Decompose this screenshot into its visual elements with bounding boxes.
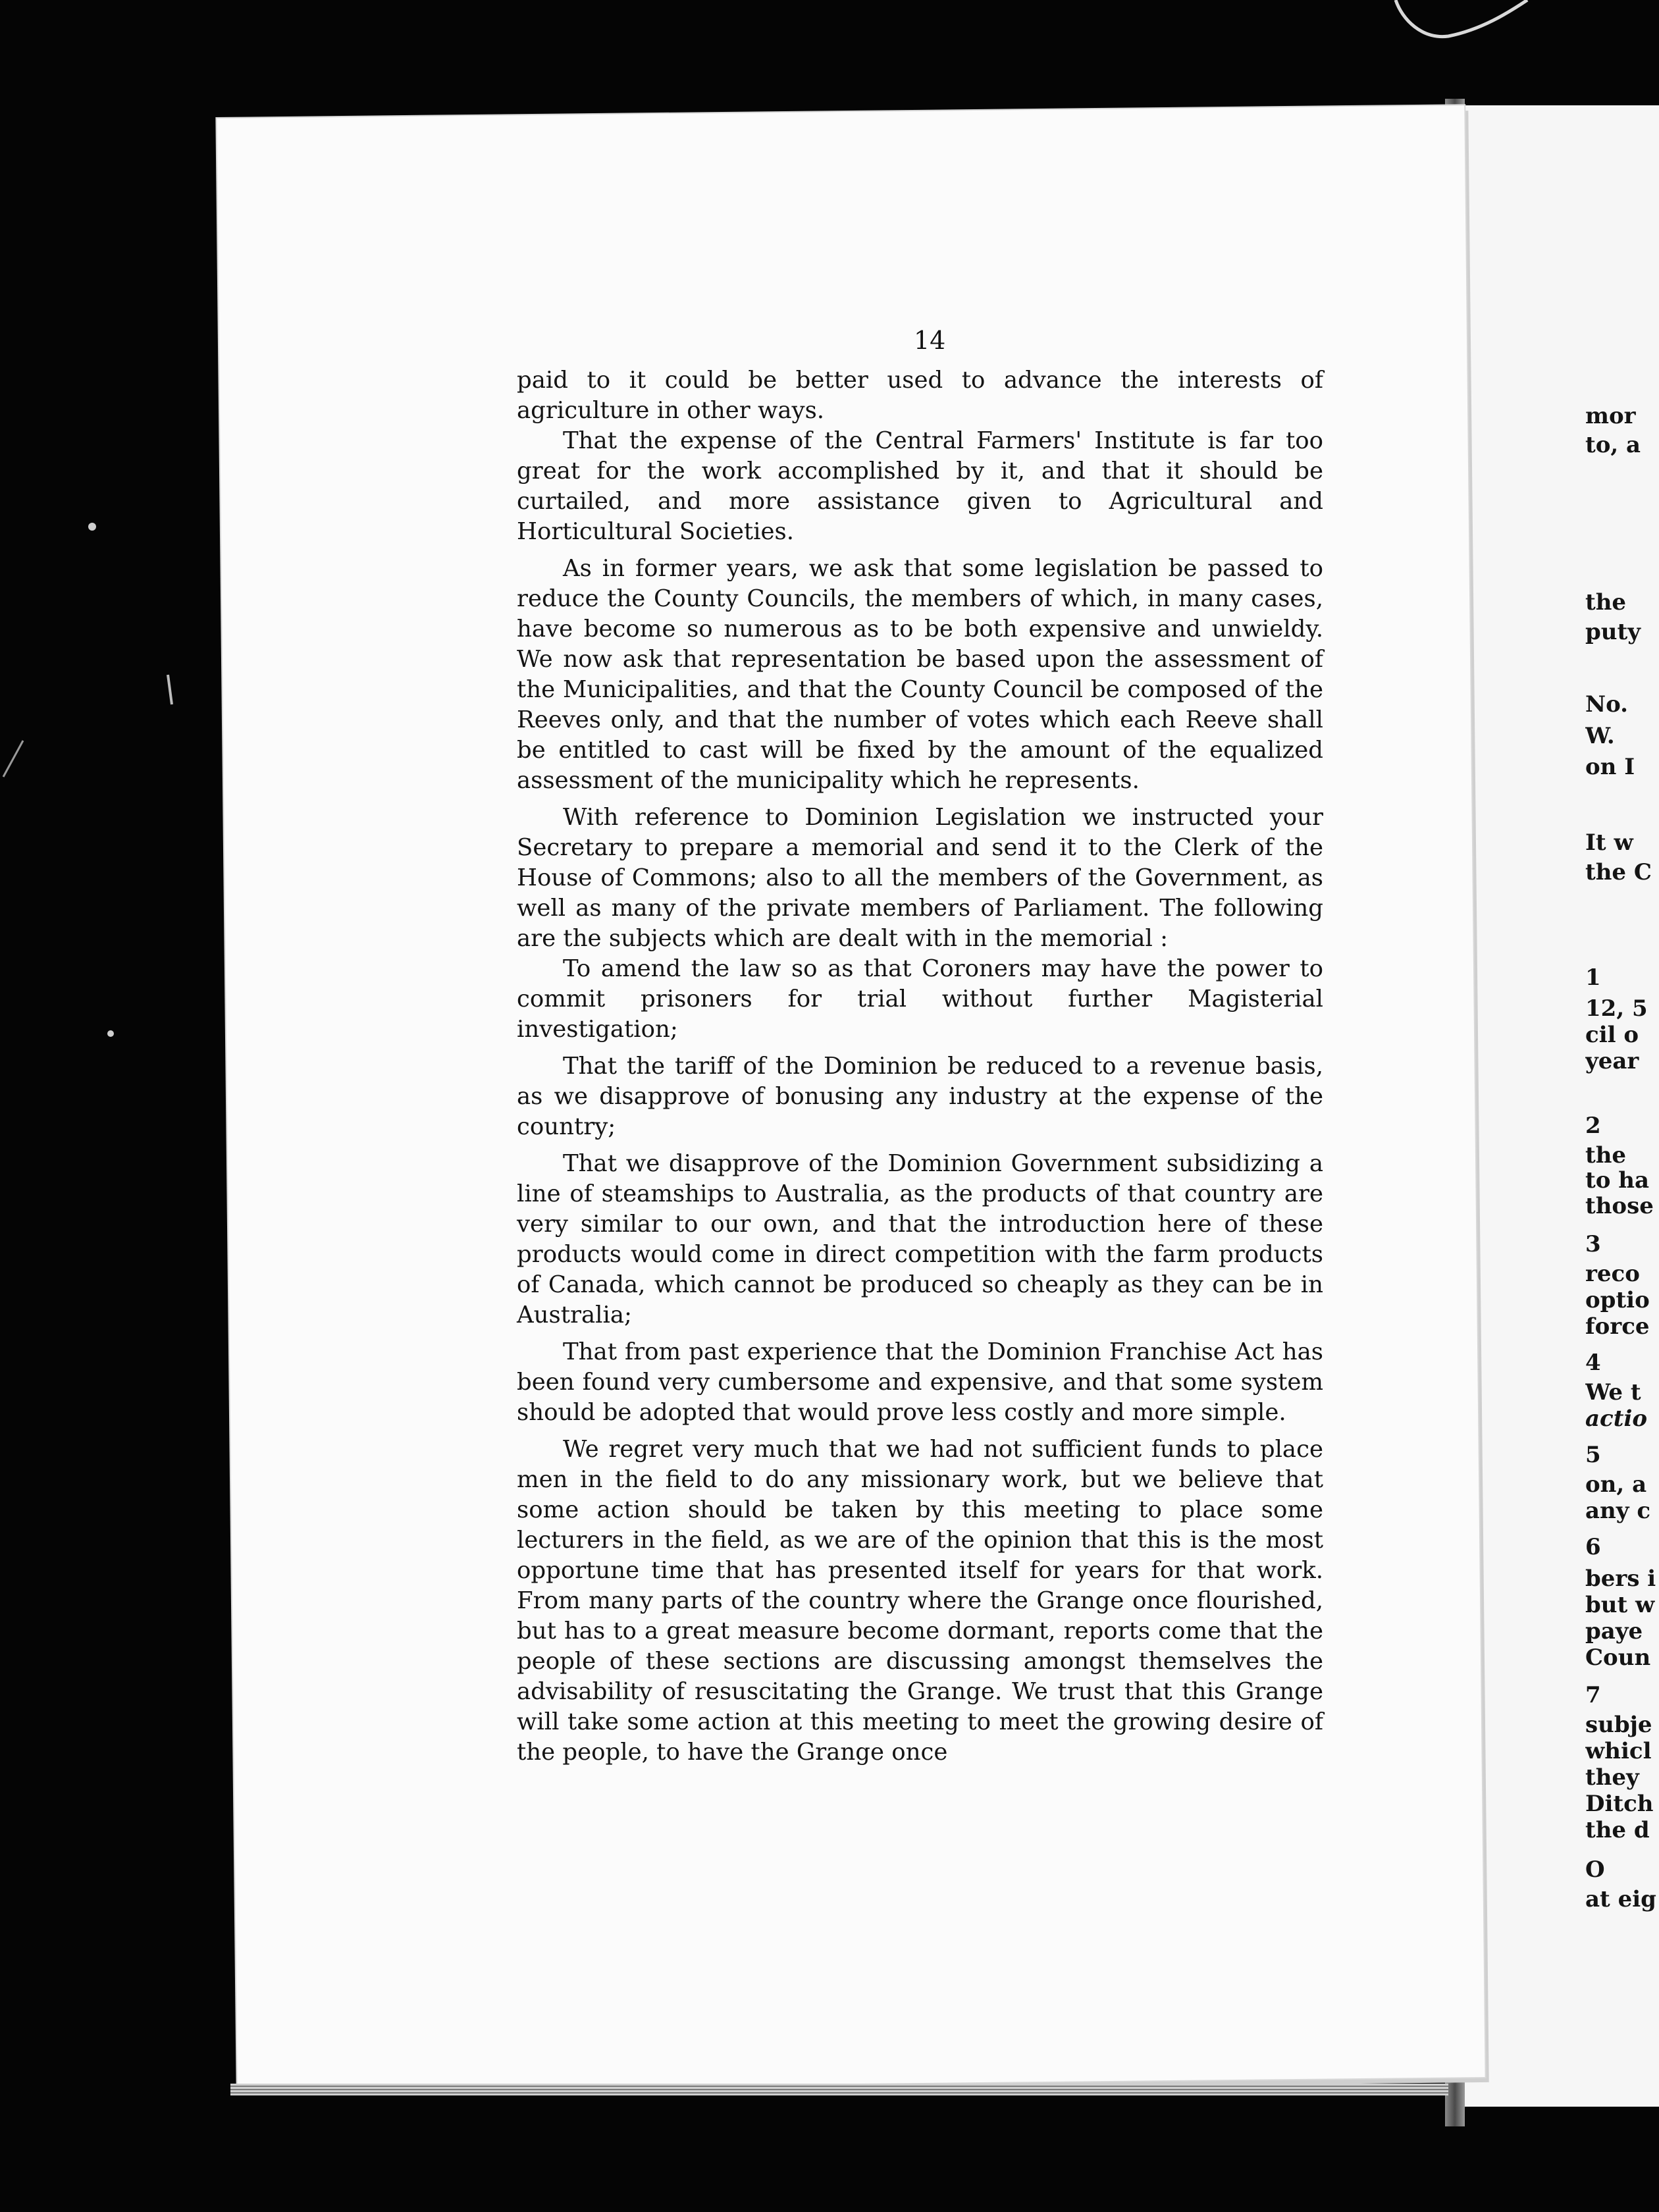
facing-fragment: 7 [1585, 1682, 1601, 1708]
facing-fragment: 2 [1585, 1113, 1601, 1139]
facing-fragment: whicl [1585, 1738, 1652, 1764]
facing-fragment: bers i [1585, 1566, 1656, 1592]
facing-fragment: on I [1585, 754, 1635, 780]
paragraph: That from past experience that the Dominion Franchise Act has been found very cumbersome and expensive, and that some system should be adopted that would prove less costly and more simple. [517, 1338, 1323, 1426]
facing-fragment: O [1585, 1856, 1605, 1883]
facing-fragment: paye [1585, 1618, 1643, 1645]
paragraph: With reference to Dominion Legislation we instructed your Secretary to prepare a memorial and send it to the Clerk of the House of Commons; also to all the members of the Government, as well as many of the private members of Parliament. The following are the subjects which are dealt with in the memorial : [517, 804, 1323, 952]
facing-fragment: year [1585, 1048, 1639, 1074]
facing-fragment: It w [1585, 830, 1633, 856]
paragraph: As in former years, we ask that some legislation be passed to reduce the County Councils, the members of which, in many cases, have become so numerous as to be both expensive and unwieldy. We now ask that representation be based upon the assessment of the Municipalities, and that the County Council be composed of the Reeves only, and that the number of votes which each Reeve shall be entitled to cast will be fixed by the amount of the equalized assessment of the municipality which he represents. [517, 555, 1323, 794]
paragraph: That we disapprove of the Dominion Government subsidizing a line of steamships to Australia, as the products of that country are very similar to our own, and that the introduction here of these products would come in direct competition with the farm products of Canada, which cannot be produced so cheaply as they can be in Australia; [517, 1150, 1323, 1329]
facing-fragment: 12, 5 [1585, 995, 1648, 1022]
facing-fragment: 4 [1585, 1350, 1601, 1376]
paragraph: That the expense of the Central Farmers' Institute is far too great for the work accomplished by it, and that it should be curtailed, and more assistance given to Agricultural and Horticultural Societies. [517, 427, 1323, 545]
facing-fragment: We t [1585, 1379, 1641, 1406]
paragraph: paid to it could be better used to advance the interests of agriculture in other ways. [517, 367, 1323, 424]
facing-fragment: 3 [1585, 1231, 1601, 1257]
facing-fragment: Coun [1585, 1645, 1651, 1671]
facing-fragment: the d [1585, 1817, 1650, 1843]
paragraph: We regret very much that we had not sufficient funds to place men in the field to do any missionary work, but we believe that some action should be taken by this meeting to place some lecturers in the field, as we are of the opinion that this is the most opportune time that has presented itself for years for that work. From many parts of the country where the Grange once flourished, but has to a great measure become dormant, reports come that the people of these sections are discussing amongst themselves the advisability of resuscitating the Grange. We trust that this Grange will take some action at this meeting to meet the growing desire of the people, to have the Grange once [517, 1436, 1323, 1766]
facing-fragment: those [1585, 1193, 1654, 1219]
facing-fragment: but w [1585, 1592, 1655, 1618]
facing-fragment: the [1585, 1142, 1627, 1169]
facing-fragment: Ditch [1585, 1791, 1654, 1817]
facing-fragment: reco [1585, 1261, 1640, 1287]
facing-fragment: they [1585, 1764, 1639, 1791]
facing-fragment: 6 [1585, 1534, 1601, 1560]
facing-fragment: subje [1585, 1712, 1652, 1738]
facing-fragment: W. [1585, 723, 1615, 749]
page-stack-edge [230, 2084, 1448, 2095]
paragraph: That the tariff of the Dominion be reduced to a revenue basis, as we disapprove of bonusing any industry at the expense of the country; [517, 1053, 1323, 1140]
facing-fragment: cil o [1585, 1022, 1639, 1048]
facing-fragment: on, a [1585, 1471, 1647, 1498]
page-number: 14 [914, 326, 946, 355]
facing-fragment: 1 [1585, 964, 1601, 991]
facing-fragment: any c [1585, 1498, 1651, 1524]
facing-fragment: puty [1585, 619, 1641, 645]
facing-fragment: actio [1585, 1406, 1648, 1432]
facing-fragment: to, a [1585, 432, 1641, 458]
facing-fragment: 5 [1585, 1442, 1601, 1468]
body-text [517, 365, 1323, 1768]
facing-fragment: No. [1585, 691, 1628, 718]
facing-fragment: mor [1585, 403, 1636, 429]
paragraph: To amend the law so as that Coroners may have the power to commit prisoners for trial without further Magisterial investigation; [517, 955, 1323, 1043]
facing-fragment: the C [1585, 859, 1652, 885]
facing-fragment: the [1585, 589, 1627, 616]
facing-fragment: at eig [1585, 1886, 1656, 1912]
facing-fragment: optio [1585, 1287, 1650, 1313]
facing-fragment: force [1585, 1313, 1650, 1340]
facing-fragment: to ha [1585, 1167, 1649, 1194]
